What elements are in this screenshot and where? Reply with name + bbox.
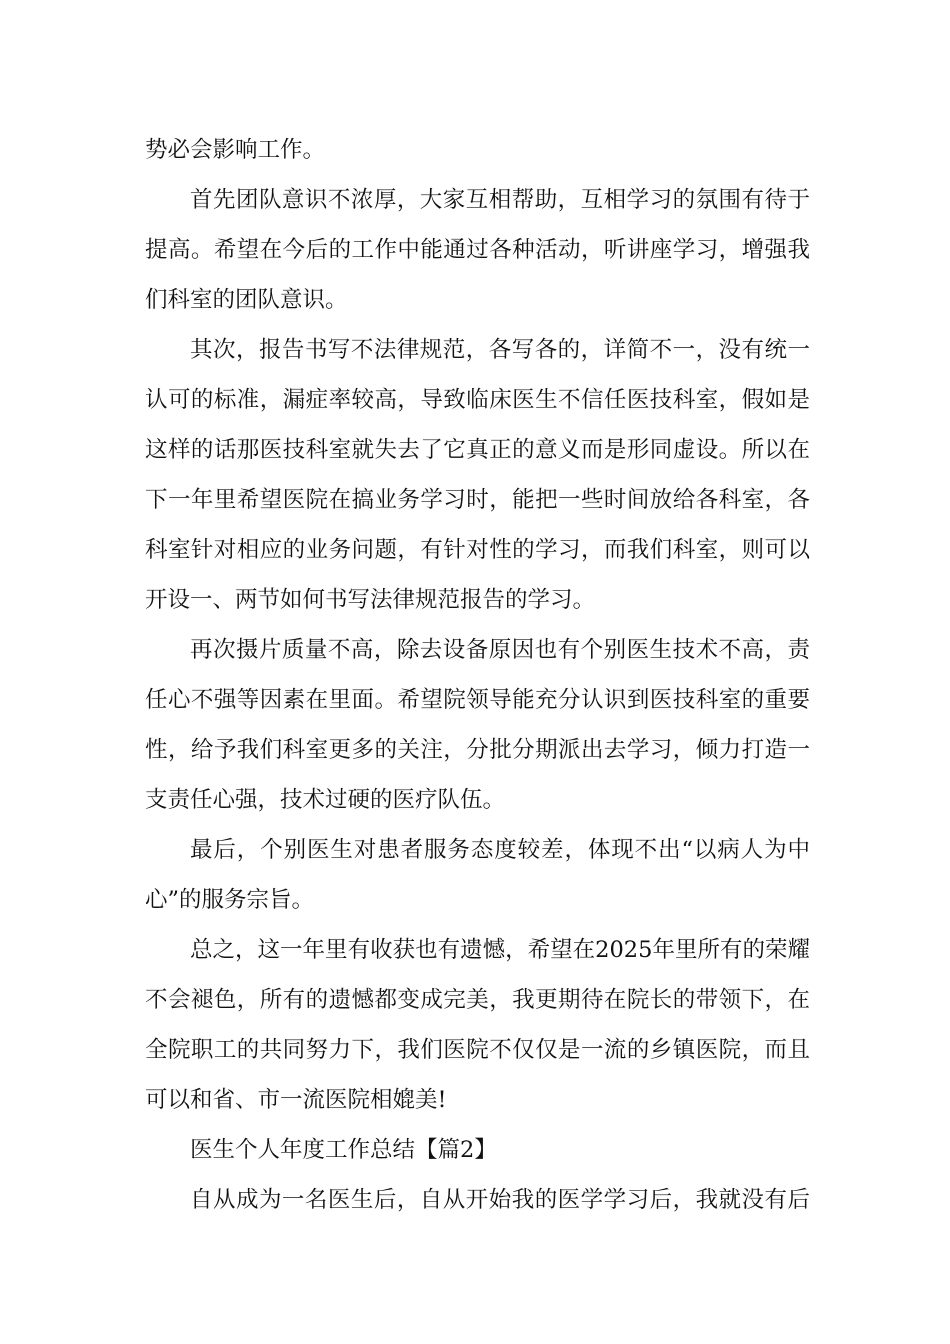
text-line: 势必会影响工作。 <box>145 137 326 163</box>
text-line: 心”的服务宗旨。 <box>145 887 315 913</box>
paragraph-first-line: 自从成为一名医生后，自从开始我的医学学习后，我就没有后 <box>190 1187 810 1213</box>
text-line: 开设一、两节如何书写法律规范报告的学习。 <box>145 587 596 613</box>
text-line: 支责任心强，技术过硬的医疗队伍。 <box>145 787 506 813</box>
paragraph-first-line: 首先团队意识不浓厚，大家互相帮助，互相学习的氛围有待于 <box>190 187 810 213</box>
text-line: 科室针对相应的业务问题，有针对性的学习，而我们科室，则可以 <box>145 537 810 563</box>
text-line: 认可的标准，漏症率较高，导致临床医生不信任医技科室，假如是 <box>145 387 810 413</box>
text-line: 这样的话那医技科室就失去了它真正的意义而是形同虚设。所以在 <box>145 437 810 463</box>
text-line: 提高。希望在今后的工作中能通过各种活动，听讲座学习，增强我 <box>145 237 810 263</box>
section-heading: 医生个人年度工作总结【篇2】 <box>190 1137 497 1163</box>
text-line: 可以和省、市一流医院相媲美! <box>145 1087 447 1113</box>
text-line: 们科室的团队意识。 <box>145 287 348 313</box>
paragraph-first-line: 再次摄片质量不高，除去设备原因也有个别医生技术不高，责 <box>190 637 810 663</box>
paragraph-first-line: 其次，报告书写不法律规范，各写各的，详简不一，没有统一 <box>190 337 810 363</box>
text-line: 性，给予我们科室更多的关注，分批分期派出去学习，倾力打造一 <box>145 737 810 763</box>
paragraph-first-line: 最后，个别医生对患者服务态度较差，体现不出“以病人为中 <box>190 837 810 863</box>
text-line: 不会褪色，所有的遗憾都变成完美，我更期待在院长的带领下，在 <box>145 987 810 1013</box>
text-line: 任心不强等因素在里面。希望院领导能充分认识到医技科室的重要 <box>145 687 810 713</box>
text-line: 全院职工的共同努力下，我们医院不仅仅是一流的乡镇医院，而且 <box>145 1037 810 1063</box>
paragraph-first-line: 总之，这一年里有收获也有遗憾，希望在2025年里所有的荣耀 <box>190 937 810 963</box>
text-line: 下一年里希望医院在搞业务学习时，能把一些时间放给各科室，各 <box>145 487 810 513</box>
